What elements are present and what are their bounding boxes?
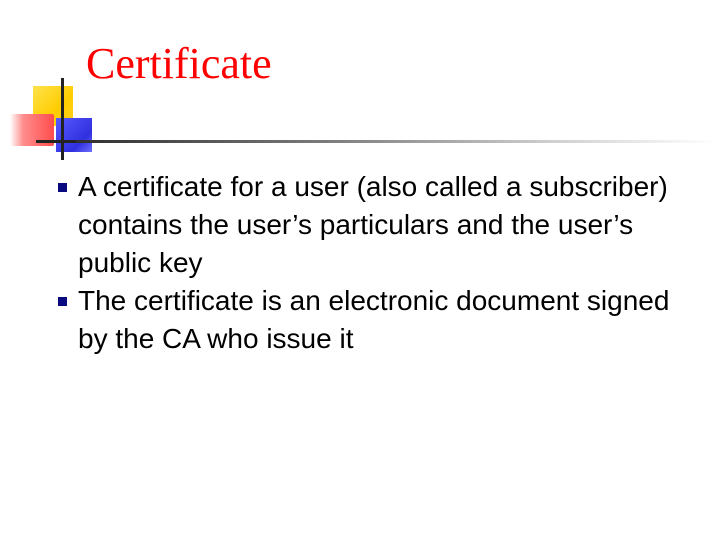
bullet-item xyxy=(58,168,698,282)
square-bullet-icon xyxy=(58,297,67,306)
slide-title: Certificate xyxy=(86,39,272,88)
bullet-list xyxy=(58,168,698,358)
square-bullet-icon xyxy=(58,183,67,192)
bullet-text: A certificate for a user (also called a subscriber) contains the user’s particulars and the user’s public key xyxy=(78,171,668,278)
logo-vertical-line xyxy=(61,78,64,160)
logo-horizontal-line xyxy=(36,140,76,143)
bullet-item xyxy=(58,282,698,358)
title-underline-rule xyxy=(60,140,715,143)
bullet-text: The certificate is an electronic document signed by the CA who issue it xyxy=(78,285,670,354)
